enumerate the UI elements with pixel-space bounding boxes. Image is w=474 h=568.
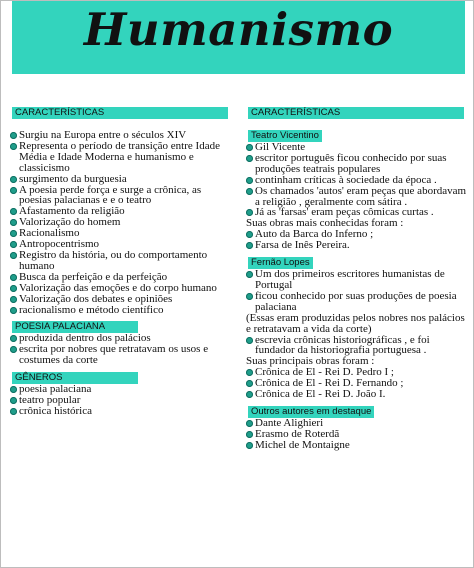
list-item: Erasmo de Roterdã — [246, 429, 468, 440]
bullet-icon — [10, 386, 17, 393]
bullet-icon — [246, 369, 253, 376]
list-item: continham críticas à sociedade da época . — [246, 175, 468, 186]
bullet-icon — [246, 431, 253, 438]
bullet-icon — [10, 187, 17, 194]
bullet-icon — [246, 144, 253, 151]
list-item: Valorização das emoções e do corpo humano — [10, 283, 236, 294]
bullet-icon — [10, 241, 17, 248]
bullet-icon — [10, 143, 17, 150]
works-label: Suas principais obras foram : — [246, 355, 375, 368]
bullet-icon — [10, 274, 17, 281]
bullet-icon — [10, 219, 17, 226]
list-item: teatro popular — [10, 395, 236, 406]
list-item: Afastamento da religião — [10, 206, 236, 217]
bullet-icon — [246, 293, 253, 300]
list-item: Registro da história, ou do comportamento humano — [10, 250, 236, 272]
list-fernao-lopes — [246, 269, 468, 400]
list-item: Representa o período de transição entre Idade Média e Idade Moderna e humanismo e classicismo — [10, 141, 236, 174]
page-title: Humanismo — [83, 3, 394, 56]
bullet-icon — [10, 176, 17, 183]
list-item: ficou conhecido por suas produções de poesia palaciana — [246, 291, 468, 313]
section-heading-poesia-palaciana: POESIA PALACIANA — [12, 321, 138, 333]
list-item: racionalismo e método científico — [10, 305, 236, 316]
list-item: A poesia perde força e surge a crônica, as poesias palacianas e e o teatro — [10, 185, 236, 207]
works-label: Suas obras mais conhecidas foram : — [246, 217, 404, 230]
bullet-icon — [246, 188, 253, 195]
bullet-icon — [10, 408, 17, 415]
list-item: Crônica de El - Rei D. Fernando ; — [246, 378, 468, 389]
list-item: Dante Alighieri — [246, 418, 468, 429]
bullet-icon — [10, 132, 17, 139]
list-item: Um dos primeiros escritores humanistas de Portugal — [246, 269, 468, 291]
list-item: produzida dentro dos palácios — [10, 333, 236, 344]
bullet-icon — [10, 307, 17, 314]
bullet-icon — [10, 208, 17, 215]
bullet-icon — [246, 271, 253, 278]
list-item: Michel de Montaigne — [246, 440, 468, 451]
bullet-icon — [246, 209, 253, 216]
left-column — [10, 107, 236, 417]
list-item: poesia palaciana — [10, 384, 236, 395]
section-heading-caracteristicas: CARACTERÍSTICAS — [12, 107, 228, 119]
list-item: Já as 'farsas' eram peças cômicas curtas . — [246, 207, 468, 218]
bullet-icon — [10, 230, 17, 237]
list-item: Crônica de El - Rei D. Pedro I ; — [246, 367, 468, 378]
list-caracteristicas — [10, 130, 236, 315]
title-banner — [12, 1, 465, 74]
list-poesia-palaciana — [10, 333, 236, 366]
list-item: Farsa de Inês Pereira. — [246, 240, 468, 251]
list-item: escrita por nobres que retratavam os usos e costumes da corte — [10, 344, 236, 366]
bullet-icon — [10, 335, 17, 342]
bullet-icon — [246, 380, 253, 387]
bullet-icon — [246, 442, 253, 449]
list-item: escritor português ficou conhecido por suas produções teatrais populares — [246, 153, 468, 175]
subheading-teatro-vicentino: Teatro Vicentino — [248, 130, 322, 142]
section-heading-caracteristicas-right: CARACTERÍSTICAS — [248, 107, 464, 119]
bullet-icon — [246, 177, 253, 184]
list-item: Antropocentrismo — [10, 239, 236, 250]
bullet-icon — [10, 346, 17, 353]
list-item: crônica histórica — [10, 406, 236, 417]
list-teatro-vicentino — [246, 142, 468, 251]
subheading-fernao-lopes: Fernão Lopes — [248, 257, 313, 269]
list-generos — [10, 384, 236, 417]
section-heading-generos: GÊNEROS — [12, 372, 138, 384]
bullet-icon — [246, 337, 253, 344]
bullet-icon — [10, 397, 17, 404]
bullet-icon — [246, 391, 253, 398]
subheading-outros-autores: Outros autores em destaque — [248, 406, 374, 418]
list-item: Crônica de El - Rei D. João I. — [246, 389, 468, 400]
bullet-icon — [246, 242, 253, 249]
bullet-icon — [10, 296, 17, 303]
list-item: Surgiu na Europa entre o séculos XIV — [10, 130, 236, 141]
bullet-icon — [10, 252, 17, 259]
bullet-icon — [246, 155, 253, 162]
list-item: Valorização do homem — [10, 217, 236, 228]
list-item: Valorização dos debates e opiniões — [10, 294, 236, 305]
list-outros-autores — [246, 418, 468, 451]
right-column — [246, 107, 468, 451]
list-item: Auto da Barca do Inferno ; — [246, 229, 468, 240]
bullet-icon — [10, 285, 17, 292]
bullet-icon — [246, 231, 253, 238]
list-item: Racionalismo — [10, 228, 236, 239]
note-text: (Essas eram produzidas pelos nobres nos palácios e retratavam a vida da corte) — [246, 311, 465, 335]
list-item: Gil Vicente — [246, 142, 468, 153]
list-item: Busca da perfeição e da perfeição — [10, 272, 236, 283]
list-item: Os chamados 'autos' eram peças que abordavam a religião , geralmente com sátira . — [246, 186, 468, 208]
list-item: surgimento da burguesia — [10, 174, 236, 185]
list-item: escrevia crônicas historiográficas , e foi fundador da historiografia portuguesa . — [246, 335, 468, 357]
bullet-icon — [246, 420, 253, 427]
